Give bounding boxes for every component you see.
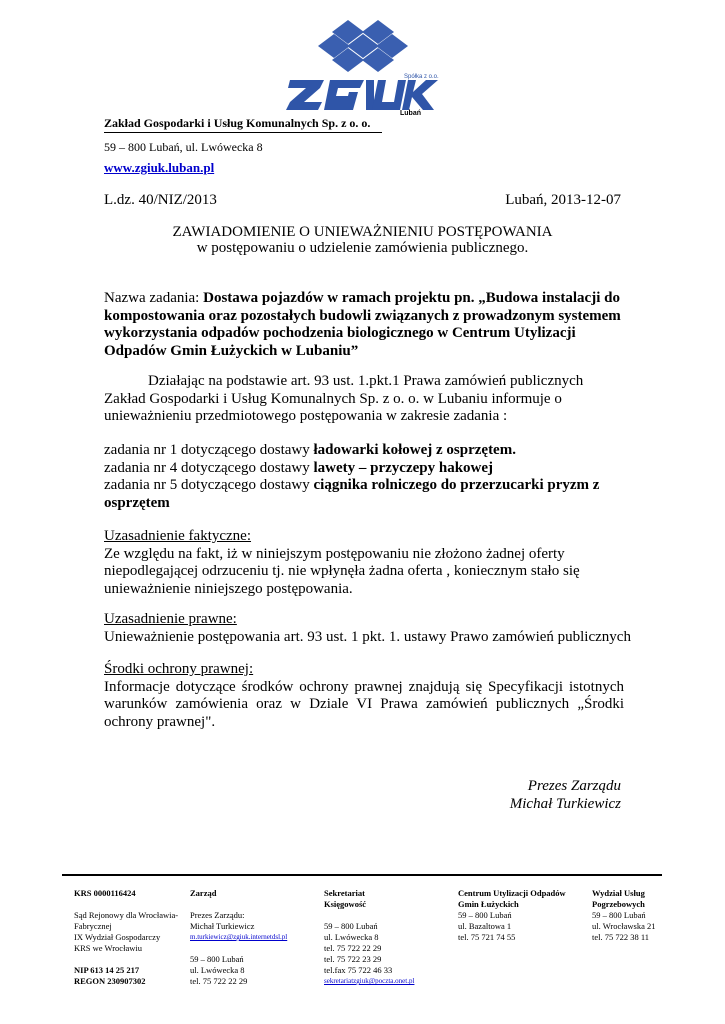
signature-title: Prezes Zarządu (527, 778, 621, 794)
company-website-link[interactable]: www.zgiuk.luban.pl (104, 160, 215, 175)
task-label: Nazwa zadania: (104, 290, 204, 306)
document-title: ZAWIADOMIENIE O UNIEWAŻNIENIU POSTĘPOWANIA (172, 224, 553, 240)
main-paragraph: Działając na podstawie art. 93 ust. 1.pkt.1 Prawa zamówień publicznych Zakład Gospodarki i Usług Komunalnych Sp. z o. o. w Lubaniu informuje o unieważnieniu przedmiotowego postępowania w zakresie zadania : (104, 373, 584, 424)
factual-text: Ze względu na fakt, iż w niniejszym postępowaniu nie złożono żadnej oferty niepodlegającej odrzuceniu tj. nie wpłynęła żadna oferta , koniecznym stało się unieważnienie niniejszego postępowania. (104, 545, 580, 597)
remedies-text: Informacje dotyczące środków ochrony prawnej znajdują się Specyfikacji istotnych warunków zamówienia oraz w Dziale VI Prawa zamówień publicznych „Środki ochrony prawnej". (104, 678, 624, 730)
footer-col-registry: KRS 0000116424 Sąd Rejonowy dla Wrocławia- Fabrycznej IX Wydział Gospodarczy KRS we Wrocławiu NIP 613 14 25 217 REGON 230907302 (74, 888, 179, 986)
list-item: osprzętem (104, 494, 170, 511)
remedies-section (104, 661, 624, 731)
reference-number: L.dz. 40/NIZ/2013 (104, 192, 217, 208)
company-name: Zakład Gospodarki i Usług Komunalnych Sp. z o. o. (104, 116, 371, 130)
logo-city: Lubań (400, 110, 421, 117)
list-item: zadania nr 5 dotyczącego dostawy ciągnika rolniczego do przerzucarki pryzm z (104, 477, 600, 493)
legal-section (104, 611, 631, 646)
header-divider (104, 132, 382, 133)
document-subtitle: w postępowaniu o udzielenie zamówienia publicznego. (196, 240, 529, 256)
footer-col-secretariat: Sekretariat Księgowość 59 – 800 Lubań ul. Lwówecka 8 tel. 75 722 22 29 tel. 75 722 23 29 tel.fax 75 722 46 33 sekretariatzgiuk@poczta.onet.pl (324, 888, 415, 985)
footer-col-waste-center: Centrum Utylizacji Odpadów Gmin Łużyckich 59 – 800 Lubań ul. Bazaltowa 1 tel. 75 721 74 55 (458, 888, 566, 942)
legal-text: Unieważnienie postępowania art. 93 ust. 1 pkt. 1. ustawy Prawo zamówień publicznych (104, 628, 631, 645)
legal-heading: Uzasadnienie prawne: (104, 611, 237, 627)
place-date: Lubań, 2013-12-07 (505, 192, 621, 208)
logo-wordmark (286, 80, 438, 110)
list-item: zadania nr 4 dotyczącego dostawy lawety – przyczepy hakowej (104, 459, 494, 476)
footer-col-funeral: Wydział Usług Pogrzebowych 59 – 800 Lubań ul. Wrocławska 21 tel. 75 722 38 11 (592, 888, 656, 942)
task-name-paragraph (104, 290, 624, 360)
list-item: zadania nr 1 dotyczącego dostawy ładowarki kołowej z osprzętem. (104, 442, 516, 458)
footer-col-board: Zarząd Prezes Zarządu: Michał Turkiewicz m.turkiewicz@zgiuk.internetdsl.pl 59 – 800 Lubań ul. Lwówecka 8 tel. 75 722 22 29 (190, 888, 288, 986)
board-email-link[interactable]: m.turkiewicz@zgiuk.internetdsl.pl (190, 933, 288, 941)
task-name: Dostawa pojazdów w ramach projektu pn. „Budowa instalacji do kompostowania oraz pozostałych budowli związanych z prowadzonym systemem wykorzystania odpadów pochodzenia biologicznego w Centrum Utylizacji Odpadów Gmin Łużyckich w Lubaniu” (104, 290, 621, 359)
logo-emblem (318, 20, 408, 72)
tasks-list (104, 442, 624, 512)
company-address: 59 – 800 Lubań, ul. Lwówecka 8 (104, 140, 263, 154)
remedies-heading: Środki ochrony prawnej: (104, 661, 254, 677)
company-logo (286, 18, 441, 123)
factual-section (104, 528, 624, 598)
secretariat-email-link[interactable]: sekretariatzgiuk@poczta.onet.pl (324, 977, 415, 985)
logo-small-text: Spółka z o.o. (404, 74, 439, 80)
factual-heading: Uzasadnienie faktyczne: (104, 528, 252, 544)
signature-name: Michał Turkiewicz (509, 796, 621, 812)
footer-divider (62, 874, 662, 876)
